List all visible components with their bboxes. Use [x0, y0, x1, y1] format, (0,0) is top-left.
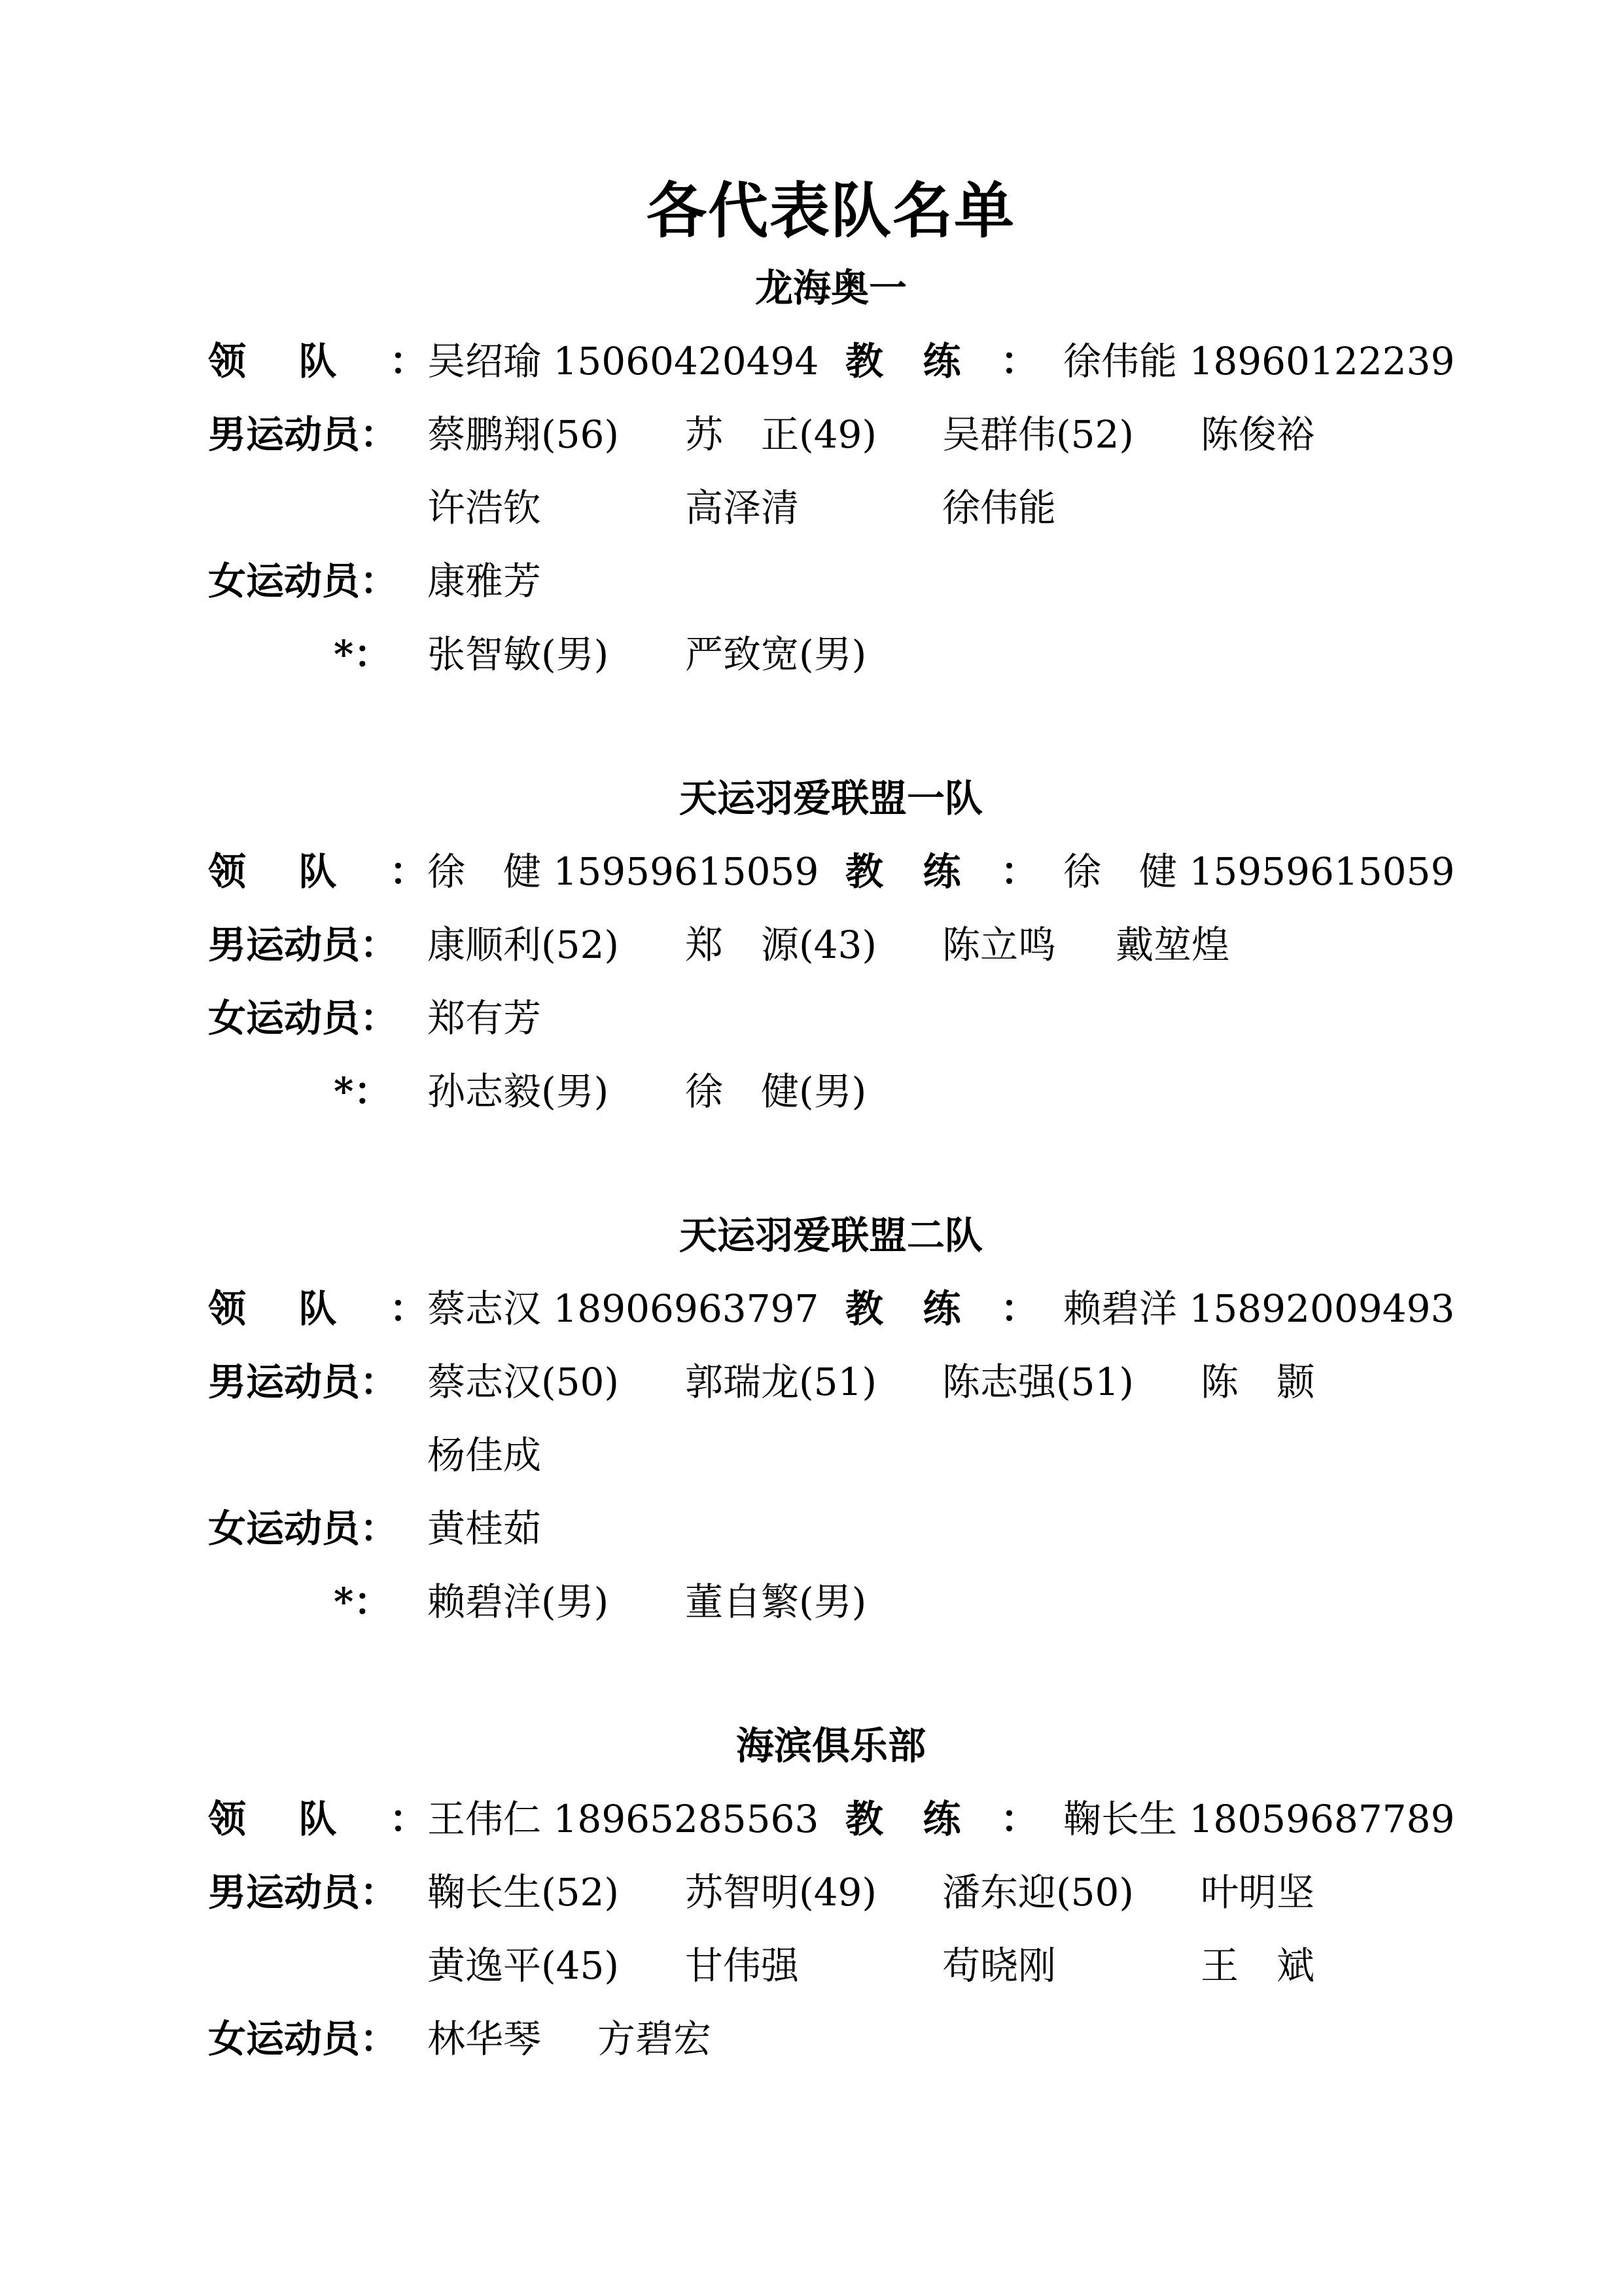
leader-coach-row — [0, 1793, 1622, 1845]
player-name: 孙志毅(男) — [427, 1069, 609, 1114]
coach-value: 徐伟能 18960122239 — [1063, 339, 1455, 383]
coach-label: 教练： — [845, 849, 1038, 894]
player-name: 徐 健(男) — [685, 1069, 867, 1114]
leader-value: 蔡志汉 18906963797 — [427, 1286, 819, 1331]
female-label: 女运动员： — [208, 996, 398, 1040]
player-name: 叶明坚 — [1201, 1870, 1315, 1915]
player-name: 陈俊裕 — [1201, 412, 1315, 457]
male-row — [0, 482, 1622, 534]
player-name: 黄逸平(45) — [427, 1943, 620, 1988]
page-title: 各代表队名单 — [646, 175, 1015, 246]
player-name: 康雅芳 — [427, 559, 542, 603]
player-name: 鞠长生(52) — [427, 1870, 620, 1915]
player-name: 苏智明(49) — [685, 1870, 877, 1915]
star-row — [0, 628, 1622, 680]
male-row — [0, 1429, 1622, 1481]
player-name: 高泽清 — [685, 486, 800, 530]
player-name: 蔡志汉(50) — [427, 1360, 620, 1404]
player-name: 方碧宏 — [597, 2017, 712, 2061]
team-name: 天运羽爱联盟二队 — [679, 1213, 983, 1258]
player-name: 郑 源(43) — [685, 923, 877, 967]
coach-label: 教练： — [845, 1797, 1038, 1841]
player-name: 杨佳成 — [427, 1433, 542, 1477]
player-name: 陈立鸣 — [942, 923, 1057, 967]
star-label: *： — [334, 1580, 392, 1624]
player-name: 苏 正(49) — [685, 412, 877, 457]
leader-coach-row — [0, 845, 1622, 898]
male-row — [0, 919, 1622, 971]
player-name: 陈志强(51) — [942, 1360, 1135, 1404]
leader-value: 王伟仁 18965285563 — [427, 1797, 819, 1841]
player-name: 林华琴 — [427, 2017, 542, 2061]
male-label: 男运动员： — [208, 412, 398, 457]
leader-label: 领队： — [208, 849, 427, 894]
female-row — [0, 555, 1622, 607]
player-name: 苟晓刚 — [942, 1943, 1057, 1988]
player-name: 陈 颢 — [1201, 1360, 1315, 1404]
male-row — [0, 1356, 1622, 1408]
male-row — [0, 408, 1622, 461]
player-name: 蔡鹏翔(56) — [427, 412, 620, 457]
female-row — [0, 1502, 1622, 1555]
player-name: 董自繁(男) — [685, 1580, 867, 1624]
coach-value: 徐 健 15959615059 — [1063, 849, 1455, 894]
female-label: 女运动员： — [208, 2017, 398, 2061]
leader-value: 吴绍瑜 15060420494 — [427, 339, 819, 383]
player-name: 许浩钦 — [427, 486, 542, 530]
male-label: 男运动员： — [208, 1870, 398, 1915]
coach-value: 赖碧洋 15892009493 — [1063, 1286, 1455, 1331]
player-name: 赖碧洋(男) — [427, 1580, 609, 1624]
player-name: 黄桂茹 — [427, 1506, 542, 1551]
player-name: 郑有芳 — [427, 996, 542, 1040]
star-row — [0, 1576, 1622, 1628]
female-row — [0, 2013, 1622, 2065]
leader-coach-row — [0, 335, 1622, 387]
player-name: 王 斌 — [1201, 1943, 1315, 1988]
player-name: 徐伟能 — [942, 486, 1057, 530]
coach-label: 教练： — [845, 339, 1038, 383]
coach-value: 鞠长生 18059687789 — [1063, 1797, 1455, 1841]
player-name: 潘东迎(50) — [942, 1870, 1135, 1915]
star-label: *： — [334, 632, 392, 677]
male-row — [0, 1866, 1622, 1918]
leader-coach-row — [0, 1282, 1622, 1335]
player-name: 吴群伟(52) — [942, 412, 1135, 457]
player-name: 严致宽(男) — [685, 632, 867, 677]
coach-label: 教练： — [845, 1286, 1038, 1331]
star-label: *： — [334, 1069, 392, 1114]
team-name: 海滨俱乐部 — [735, 1723, 926, 1768]
player-name: 甘伟强 — [685, 1943, 800, 1988]
female-row — [0, 992, 1622, 1044]
male-row — [0, 1939, 1622, 1992]
player-name: 康顺利(52) — [427, 923, 620, 967]
female-label: 女运动员： — [208, 559, 398, 603]
player-name: 张智敏(男) — [427, 632, 609, 677]
leader-value: 徐 健 15959615059 — [427, 849, 819, 894]
player-name: 郭瑞龙(51) — [685, 1360, 877, 1404]
male-label: 男运动员： — [208, 923, 398, 967]
female-label: 女运动员： — [208, 1506, 398, 1551]
team-name: 龙海奥一 — [754, 266, 907, 310]
star-row — [0, 1065, 1622, 1118]
leader-label: 领队： — [208, 1286, 427, 1331]
team-name: 天运羽爱联盟一队 — [679, 776, 983, 821]
male-label: 男运动员： — [208, 1360, 398, 1404]
leader-label: 领队： — [208, 339, 427, 383]
leader-label: 领队： — [208, 1797, 427, 1841]
player-name: 戴堃煌 — [1116, 923, 1230, 967]
